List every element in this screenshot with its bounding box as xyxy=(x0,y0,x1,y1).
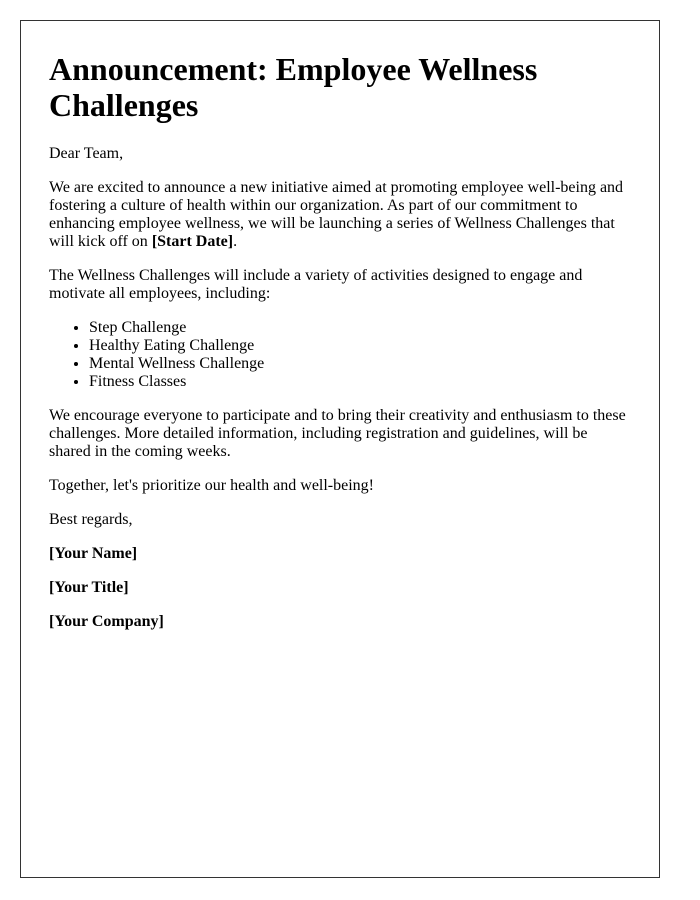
signature-name: [Your Name] xyxy=(49,545,138,562)
activities-paragraph: The Wellness Challenges will include a variety of activities designed to engage and motivate all employees, including: xyxy=(49,267,583,302)
start-date-placeholder: [Start Date] xyxy=(151,233,234,250)
closing: Best regards, xyxy=(49,511,133,528)
list-item: • Mental Wellness Challenge xyxy=(89,355,631,373)
motto-paragraph: Together, let's prioritize our health and well-being! xyxy=(49,477,375,494)
letter-page xyxy=(20,20,660,878)
participation-paragraph: We encourage everyone to participate and to bring their creativity and enthusiasm to these challenges. More detailed information, including registration and guidelines, will be shared in the coming weeks. xyxy=(49,407,626,460)
list-item: • Step Challenge xyxy=(89,319,631,337)
intro-paragraph-text: We are excited to announce a new initiative aimed at promoting employee well-being and fostering a culture of health within our organization. As part of our commitment to enhancing employee wellness, we will be launching a series of Wellness Challenges that will kick off on xyxy=(49,179,624,250)
list-item: • Healthy Eating Challenge xyxy=(89,337,631,355)
letter-title: Announcement: Employee Wellness Challenges xyxy=(49,51,538,123)
list-item: • Fitness Classes xyxy=(89,373,631,391)
intro-paragraph xyxy=(49,179,631,251)
challenge-list xyxy=(49,319,631,391)
intro-paragraph-end: . xyxy=(233,233,238,250)
signature-title: [Your Title] xyxy=(49,579,129,596)
signature-company: [Your Company] xyxy=(49,613,164,630)
greeting: Dear Team, xyxy=(49,145,124,162)
